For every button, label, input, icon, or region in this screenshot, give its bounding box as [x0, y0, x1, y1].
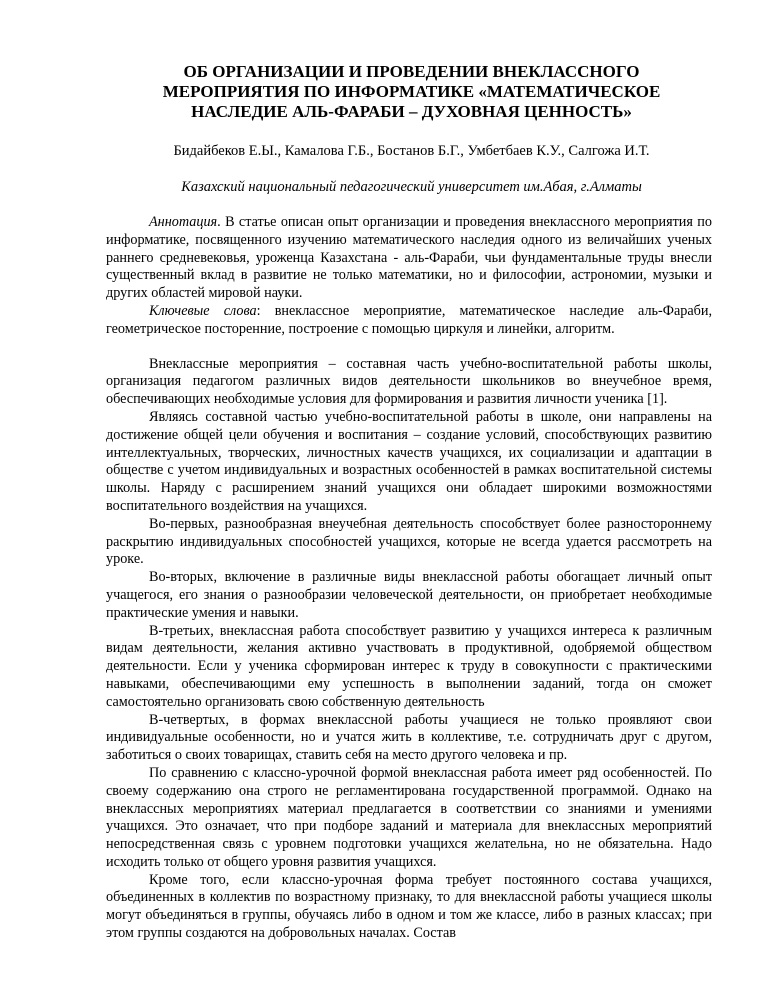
body-paragraph: Являясь составной частью учебно-воспитательной работы в школе, они направлены на достижение общей цели обучения и воспитания – создание условий, способствующих развитию интеллектуальных, творческих, личностных качеств учащихся, их социализации и адаптации в обществе с учетом индивидуальных и возрастных особенностей в рамках воспитательной системы школы. Наряду с расширением знаний учащихся они обладает широкими возможностями воспитательного воздействия на учащихся.	[106, 408, 712, 514]
body-paragraph: Внеклассные мероприятия – составная часть учебно-воспитательной работы школы, организация педагогом различных видов деятельности школьников во внеучебное время, обеспечивающих необходимые условия для формирования и развития личности ученика [1].	[106, 355, 712, 408]
affiliation-line: Казахский национальный педагогический университет им.Абая, г.Алматы	[181, 179, 642, 195]
body-paragraph: Во-первых, разнообразная внеучебная деятельность способствует более разностороннему раскрытию индивидуальных способностей учащихся, которые не всегда удается рассмотреть на уроке.	[106, 515, 712, 568]
body-paragraph: По сравнению с классно-урочной формой внеклассная работа имеет ряд особенностей. По своему содержанию она строго не регламентирована государственной программой. Однако на внеклассных мероприятиях материал предлагается в соответствии со знаниями и умениями учащихся. Это означает, что при подборе заданий и материала для внеклассных мероприятий непосредственная связь с уровнем подготовки учащихся желательна, но не обязательна. Надо исходить только от общего уровня развития учащихся.	[106, 764, 712, 870]
title-line-3: НАСЛЕДИЕ АЛЬ-ФАРАБИ – ДУХОВНАЯ ЦЕННОСТЬ»	[191, 102, 632, 121]
paper-title	[111, 62, 712, 122]
title-line-1: ОБ ОРГАНИЗАЦИИ И ПРОВЕДЕНИИ ВНЕКЛАССНОГО	[183, 62, 640, 81]
body-paragraph: Кроме того, если классно-урочная форма требует постоянного состава учащихся, объединенных в коллектив по возрастному признаку, то для внеклассной работы учащиеся школы могут объединяться в группы, обучаясь либо в одном и том же классе, либо в разных классах; при этом группы создаются на добровольных началах. Состав	[106, 871, 712, 942]
paper-body	[106, 214, 712, 943]
keywords-paragraph	[106, 303, 712, 339]
keywords-label: Ключевые слова	[149, 302, 257, 319]
title-line-2: МЕРОПРИЯТИЯ ПО ИНФОРМАТИКЕ «МАТЕМАТИЧЕСКОЕ	[162, 82, 661, 101]
body-paragraph: В-третьих, внеклассная работа способствует развитию у учащихся интереса к различным видам деятельности, желания активно участвовать в продуктивной, одобряемой обществом деятельности. Если у ученика сформирован интерес к труду в совокупности с практическими навыками, обеспечивающими ему успешность в выполнении заданий, тогда он сможет самостоятельно организовать свою собственную деятельность	[106, 622, 712, 710]
abstract-paragraph	[106, 214, 712, 303]
abstract-label: Аннотация	[149, 214, 218, 230]
keywords-text: : внеклассное мероприятие, математическое наследие аль-Фараби, геометрическое посторенние, построение с помощью циркуля и линейки, алгоритм.	[106, 302, 713, 337]
abstract-text: . В статье описан опыт организации и проведения внеклассного мероприятия по информатике, посвященного изучению математического наследия одного из величайших ученых раннего средневековья, уроженца Казахстана - аль-Фараби, чьи фундаментальные труды внесли существенный вклад в развитие не только математики, но и философии, астрономии, музыки и других областей мировой науки.	[106, 214, 712, 302]
section-gap	[106, 339, 712, 356]
body-paragraph: В-четвертых, в формах внеклассной работы учащиеся не только проявляют свои индивидуальные особенности, но и учатся жить в коллективе, т.е. сотрудничать друг с другом, заботиться о своих товарищах, ставить себя на место другого человека и пр.	[106, 711, 712, 764]
authors-line: Бидайбеков Е.Ы., Камалова Г.Б., Бостанов Б.Г., Умбетбаев К.У., Салгожа И.Т.	[173, 143, 650, 159]
body-paragraph: Во-вторых, включение в различные виды внеклассной работы обогащает личный опыт учащегося, его знания о разнообразии человеческой деятельности, он приобретает необходимые практические умения и навыки.	[106, 569, 712, 621]
